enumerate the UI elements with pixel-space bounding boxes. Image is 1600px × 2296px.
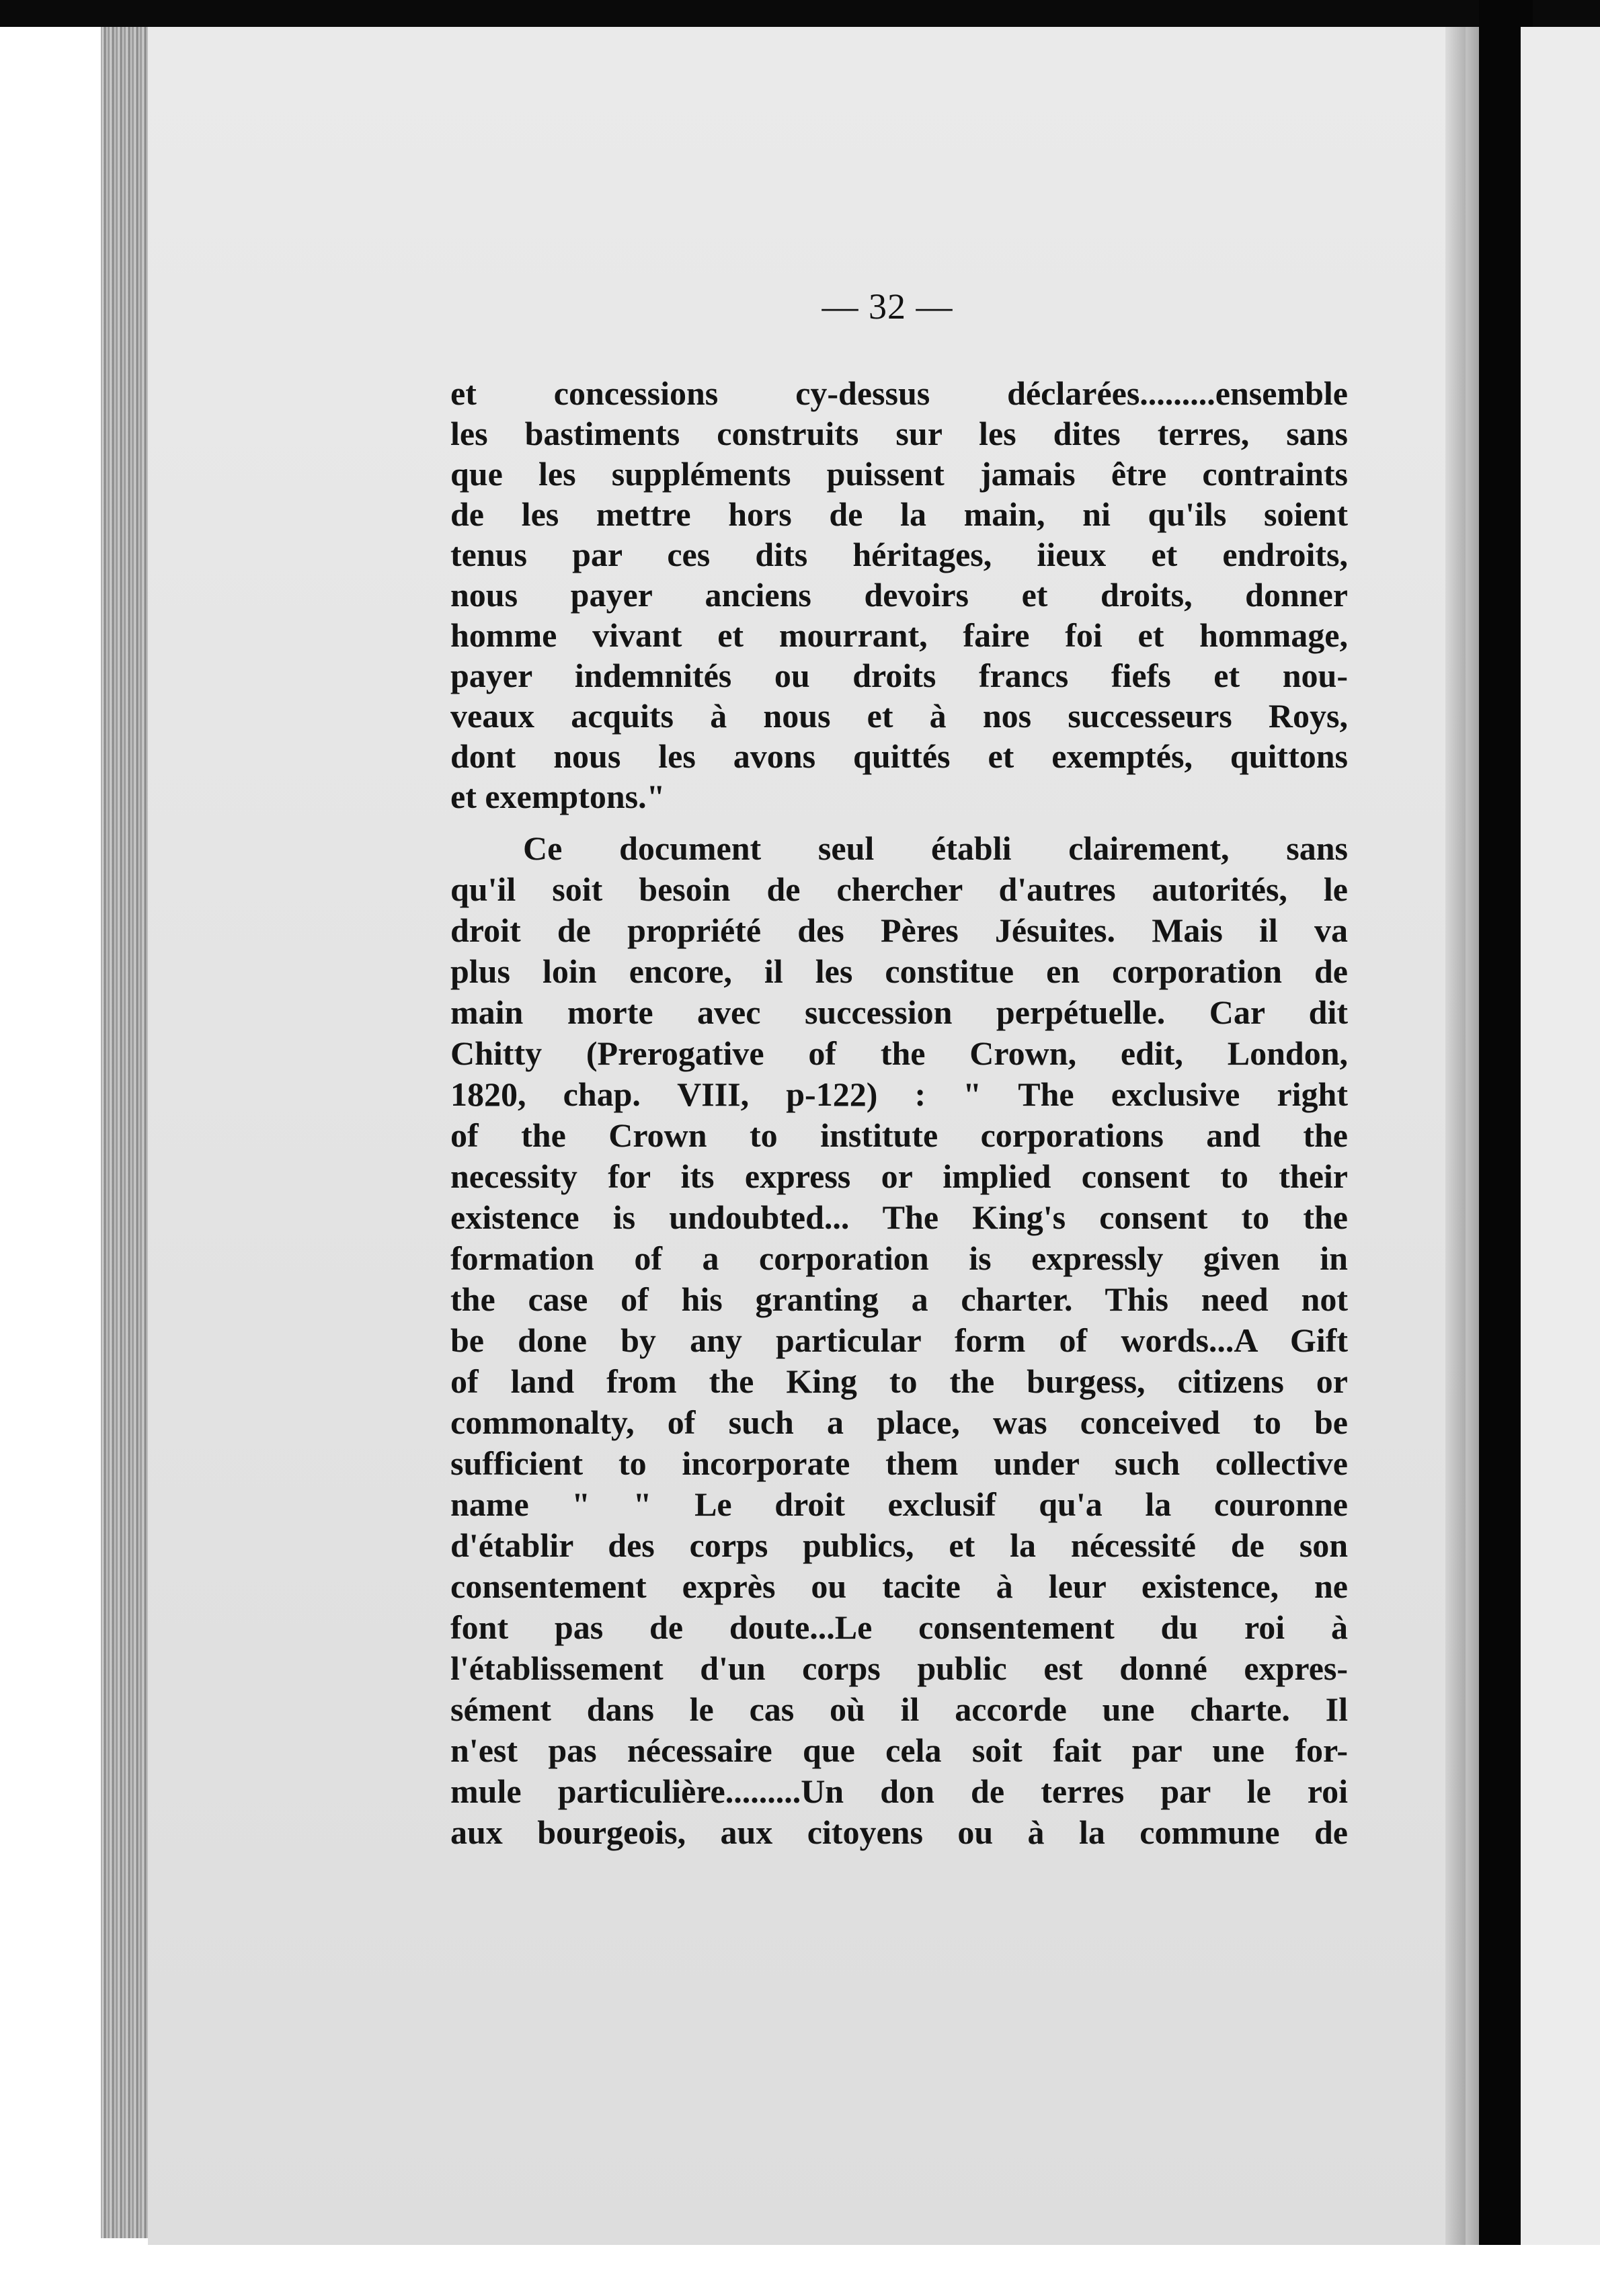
text-line: nous payer anciens devoirs et droits, donner	[450, 576, 1348, 614]
text-line: formation of a corporation is expressly given in	[450, 1239, 1348, 1277]
text-line: mule particulière.........Un don de terres par le roi	[450, 1772, 1348, 1810]
text-line: n'est pas nécessaire que cela soit fait par une for-	[450, 1731, 1348, 1769]
text-line: que les suppléments puissent jamais être contraints	[450, 455, 1348, 493]
scan-bottom-margin	[0, 2245, 1600, 2296]
text-line: be done by any particular form of words...A Gift	[450, 1321, 1348, 1359]
text-line: et concessions cy-dessus déclarées.........ensemble	[450, 374, 1348, 412]
text-line: l'établissement d'un corps public est donné expres-	[450, 1649, 1348, 1687]
text-line: et exemptons."	[450, 778, 666, 815]
text-line: tenus par ces dits héritages, iieux et endroits,	[450, 536, 1348, 573]
text-line: payer indemnités ou droits francs fiefs et nou-	[450, 657, 1348, 694]
scan-top-border	[0, 0, 1600, 27]
text-line: dont nous les avons quittés et exemptés, quittons	[450, 737, 1348, 775]
text-line: aux bourgeois, aux citoyens ou à la commune de	[450, 1813, 1348, 1851]
page-stack-edges	[101, 27, 155, 2238]
text-line: plus loin encore, il les constitue en corporation de	[450, 952, 1348, 990]
text-line: necessity for its express or implied consent to their	[450, 1157, 1348, 1195]
text-line: name " " Le droit exclusif qu'a la couronne	[450, 1485, 1348, 1523]
paragraph-continued-quote	[450, 373, 1348, 817]
text-line: of land from the King to the burgess, citizens or	[450, 1362, 1348, 1400]
facing-page-sliver	[1521, 27, 1600, 2245]
text-line: main morte avec succession perpétuelle. Car dit	[450, 993, 1348, 1031]
text-line: sufficient to incorporate them under such collective	[450, 1444, 1348, 1482]
text-line: commonalty, of such a place, was conceived to be	[450, 1403, 1348, 1441]
text-line: sément dans le cas où il accorde une charte. Il	[450, 1690, 1348, 1728]
text-line: veaux acquits à nous et à nos successeurs Roys,	[450, 697, 1348, 735]
text-line: font pas de doute...Le consentement du roi à	[450, 1608, 1348, 1646]
text-line: d'établir des corps publics, et la nécessité de son	[450, 1526, 1348, 1564]
text-line: Ce document seul établi clairement, sans	[523, 829, 1348, 867]
text-line: Chitty (Prerogative of the Crown, edit, London,	[450, 1034, 1348, 1072]
text-line: of the Crown to institute corporations and the	[450, 1116, 1348, 1154]
paragraph-commentary	[450, 828, 1348, 1853]
scan-left-margin	[0, 27, 101, 2296]
text-line: qu'il soit besoin de chercher d'autres autorités, le	[450, 870, 1348, 908]
text-line: droit de propriété des Pères Jésuites. Mais il va	[450, 911, 1348, 949]
text-line: consentement exprès ou tacite à leur existence, ne	[450, 1567, 1348, 1605]
text-line: homme vivant et mourrant, faire foi et hommage,	[450, 616, 1348, 654]
text-line: existence is undoubted... The King's consent to the	[450, 1198, 1348, 1236]
text-line: 1820, chap. VIII, p-122) : " The exclusive right	[450, 1075, 1348, 1113]
page-number: — 32 —	[822, 286, 953, 327]
text-line: de les mettre hors de la main, ni qu'ils soient	[450, 495, 1348, 533]
text-line: the case of his granting a charter. This need not	[450, 1280, 1348, 1318]
text-line: les bastiments construits sur les dites terres, sans	[450, 415, 1348, 452]
